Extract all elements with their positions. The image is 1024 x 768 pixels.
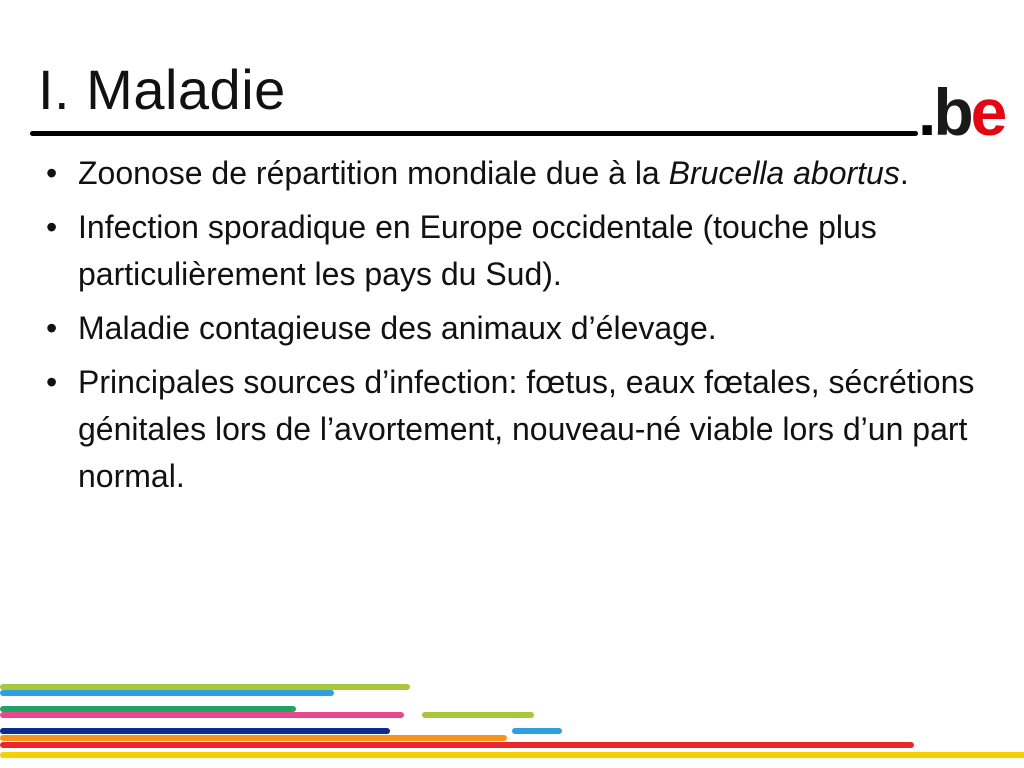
title-underline (30, 131, 918, 136)
bullet-marker: • (46, 364, 58, 400)
bullet-text-end: . (899, 155, 909, 191)
be-logo (918, 75, 1005, 149)
bullet-list (46, 150, 986, 507)
stripe-blue-top (0, 690, 334, 696)
bullet-item-zoonose (46, 150, 986, 197)
bullet-marker: • (46, 209, 58, 245)
bullet-text: Principales sources d’infection: fœtus, eaux fœtales, sécrétions génitales lors de l’avortement, nouveau-né viable lors d’un part normal. (78, 364, 975, 494)
stripe-pink (0, 712, 404, 718)
bullet-text: Infection sporadique en Europe occidentale (touche plus particulièrement les pays du Sud). (78, 209, 877, 292)
stripe-orange (0, 735, 507, 741)
bullet-marker: • (46, 310, 58, 346)
bullet-item-sources (46, 359, 986, 500)
be-logo-dot: . (918, 75, 934, 149)
be-logo-e: e (970, 75, 1005, 149)
bullet-text: Zoonose de répartition mondiale due à la (78, 155, 669, 191)
slide-title: I. Maladie (38, 58, 286, 121)
stripe-red (0, 742, 914, 748)
be-logo-b: b (933, 75, 971, 149)
bullet-marker: • (46, 155, 58, 191)
bullet-italic-species: Brucella abortus (668, 155, 900, 191)
stripe-yellow (0, 752, 1024, 758)
bullet-text: Maladie contagieuse des animaux d’élevage. (78, 310, 717, 346)
stripe-lime-mid (422, 712, 534, 718)
bullet-item-contagieuse (46, 305, 986, 352)
stripe-navy (0, 728, 390, 734)
stripe-blue-mid (512, 728, 562, 734)
bullet-item-infection (46, 204, 986, 298)
